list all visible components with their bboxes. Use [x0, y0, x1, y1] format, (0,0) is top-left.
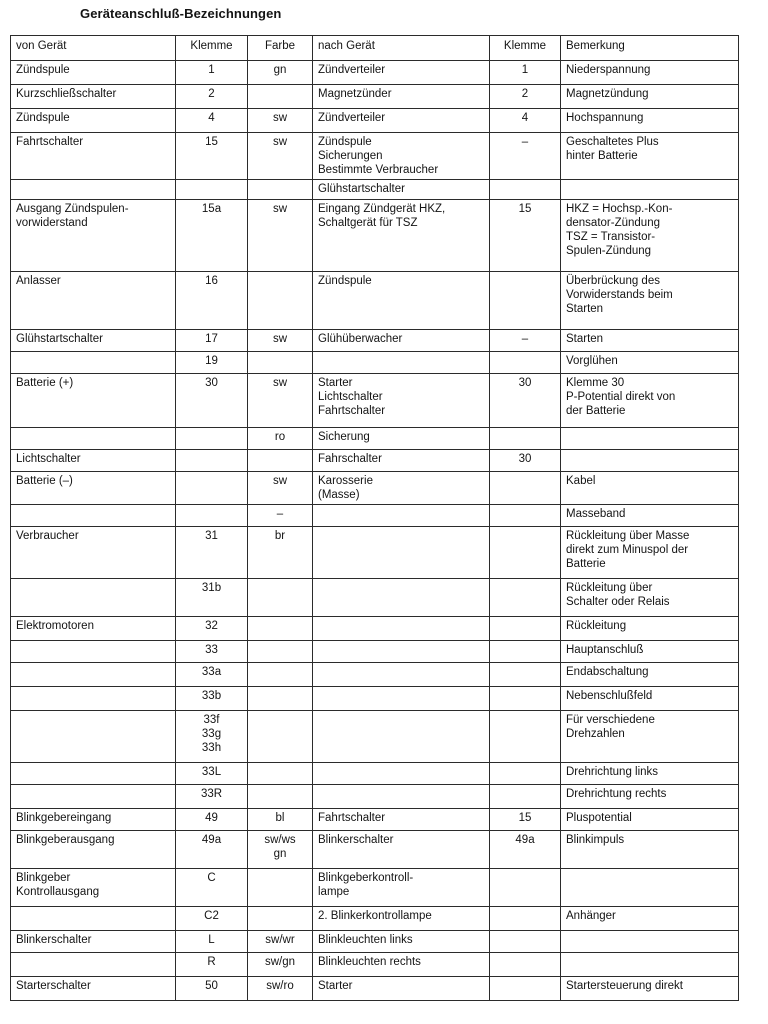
cell-terminal: 15a — [176, 200, 248, 272]
cell-terminal — [176, 472, 248, 505]
table-row — [11, 763, 739, 785]
cell-terminal-2: – — [490, 133, 561, 180]
cell-color — [248, 617, 313, 641]
table-row — [11, 663, 739, 687]
table-row — [11, 617, 739, 641]
table-row — [11, 641, 739, 663]
table-row — [11, 711, 739, 763]
cell-terminal: 2 — [176, 85, 248, 109]
cell-color — [248, 711, 313, 763]
cell-color: sw — [248, 374, 313, 428]
table-row — [11, 374, 739, 428]
header-remark: Bemerkung — [561, 36, 739, 61]
cell-from-device — [11, 785, 176, 809]
table-row — [11, 931, 739, 953]
cell-from-device — [11, 711, 176, 763]
cell-terminal-2 — [490, 785, 561, 809]
cell-terminal-2 — [490, 527, 561, 579]
cell-terminal-2 — [490, 352, 561, 374]
cell-from-device: Batterie (+) — [11, 374, 176, 428]
cell-color: bl — [248, 809, 313, 831]
table-row — [11, 352, 739, 374]
cell-from-device: Batterie (–) — [11, 472, 176, 505]
cell-to-device: Fahrschalter — [313, 450, 490, 472]
cell-terminal: 33R — [176, 785, 248, 809]
cell-remark: Endabschaltung — [561, 663, 739, 687]
cell-terminal: 31 — [176, 527, 248, 579]
cell-color — [248, 907, 313, 931]
cell-to-device: Glühstartschalter — [313, 180, 490, 200]
cell-remark: Kabel — [561, 472, 739, 505]
cell-from-device: Elektromotoren — [11, 617, 176, 641]
cell-remark: HKZ = Hochsp.-Kon- densator-Zündung TSZ = Transistor- Spulen-Zündung — [561, 200, 739, 272]
cell-terminal: 16 — [176, 272, 248, 330]
cell-terminal: 33 — [176, 641, 248, 663]
cell-from-device — [11, 180, 176, 200]
header-terminal-2: Klemme — [490, 36, 561, 61]
cell-to-device: Zündspule Sicherungen Bestimmte Verbraucher — [313, 133, 490, 180]
cell-to-device — [313, 641, 490, 663]
cell-remark: Hochspannung — [561, 109, 739, 133]
cell-remark — [561, 180, 739, 200]
cell-to-device: Blinkleuchten links — [313, 931, 490, 953]
cell-from-device: Anlasser — [11, 272, 176, 330]
cell-color: br — [248, 527, 313, 579]
table-row — [11, 977, 739, 1001]
cell-color: sw/ro — [248, 977, 313, 1001]
cell-remark: Rückleitung über Masse direkt zum Minuspol der Batterie — [561, 527, 739, 579]
table-row — [11, 907, 739, 931]
cell-terminal: 1 — [176, 61, 248, 85]
cell-from-device: Verbraucher — [11, 527, 176, 579]
cell-terminal — [176, 428, 248, 450]
cell-from-device: Glühstartschalter — [11, 330, 176, 352]
table-row — [11, 200, 739, 272]
cell-from-device: Blinkgebereingang — [11, 809, 176, 831]
table-row — [11, 579, 739, 617]
cell-terminal-2: – — [490, 330, 561, 352]
cell-to-device: Eingang Zündgerät HKZ, Schaltgerät für TSZ — [313, 200, 490, 272]
table-row — [11, 85, 739, 109]
cell-color — [248, 869, 313, 907]
cell-color — [248, 763, 313, 785]
cell-terminal-2: 30 — [490, 374, 561, 428]
cell-remark: Nebenschlußfeld — [561, 687, 739, 711]
cell-to-device: 2. Blinkerkontrollampe — [313, 907, 490, 931]
cell-to-device — [313, 785, 490, 809]
cell-terminal: 49 — [176, 809, 248, 831]
cell-to-device — [313, 352, 490, 374]
cell-terminal: R — [176, 953, 248, 977]
cell-from-device: Blinkerschalter — [11, 931, 176, 953]
cell-terminal: C — [176, 869, 248, 907]
cell-terminal: 15 — [176, 133, 248, 180]
cell-terminal — [176, 180, 248, 200]
header-from-device: von Gerät — [11, 36, 176, 61]
cell-terminal: C2 — [176, 907, 248, 931]
cell-from-device — [11, 687, 176, 711]
cell-color — [248, 579, 313, 617]
cell-terminal — [176, 505, 248, 527]
cell-remark: Rückleitung über Schalter oder Relais — [561, 579, 739, 617]
cell-terminal-2 — [490, 641, 561, 663]
cell-color — [248, 180, 313, 200]
cell-remark — [561, 450, 739, 472]
cell-color: sw/wr — [248, 931, 313, 953]
cell-from-device — [11, 428, 176, 450]
cell-to-device — [313, 687, 490, 711]
cell-remark: Anhänger — [561, 907, 739, 931]
cell-from-device — [11, 505, 176, 527]
cell-color: sw — [248, 109, 313, 133]
table-row — [11, 831, 739, 869]
cell-terminal-2 — [490, 711, 561, 763]
cell-remark: Niederspannung — [561, 61, 739, 85]
cell-remark: Blinkimpuls — [561, 831, 739, 869]
cell-terminal-2 — [490, 272, 561, 330]
cell-to-device — [313, 663, 490, 687]
cell-terminal-2: 1 — [490, 61, 561, 85]
cell-terminal-2: 15 — [490, 809, 561, 831]
table-row — [11, 61, 739, 85]
table-row — [11, 180, 739, 200]
cell-terminal: 33f 33g 33h — [176, 711, 248, 763]
cell-to-device: Starter Lichtschalter Fahrtschalter — [313, 374, 490, 428]
cell-to-device — [313, 617, 490, 641]
table-header-row — [11, 36, 739, 61]
cell-remark: Drehrichtung links — [561, 763, 739, 785]
cell-terminal-2 — [490, 687, 561, 711]
terminal-designation-table — [10, 35, 739, 1001]
cell-terminal: 31b — [176, 579, 248, 617]
cell-terminal-2 — [490, 763, 561, 785]
cell-color: – — [248, 505, 313, 527]
cell-from-device: Starterschalter — [11, 977, 176, 1001]
cell-terminal: 4 — [176, 109, 248, 133]
cell-terminal-2 — [490, 869, 561, 907]
cell-to-device: Sicherung — [313, 428, 490, 450]
cell-to-device: Magnetzünder — [313, 85, 490, 109]
cell-color: sw — [248, 472, 313, 505]
cell-from-device — [11, 953, 176, 977]
cell-remark: Klemme 30 P-Potential direkt von der Batterie — [561, 374, 739, 428]
cell-to-device: Fahrtschalter — [313, 809, 490, 831]
cell-terminal-2 — [490, 505, 561, 527]
cell-terminal: 17 — [176, 330, 248, 352]
cell-to-device: Karosserie (Masse) — [313, 472, 490, 505]
cell-from-device: Kurzschließschalter — [11, 85, 176, 109]
cell-remark — [561, 869, 739, 907]
cell-terminal-2 — [490, 977, 561, 1001]
header-to-device: nach Gerät — [313, 36, 490, 61]
cell-from-device: Zündspule — [11, 61, 176, 85]
cell-to-device: Glühüberwacher — [313, 330, 490, 352]
cell-from-device: Lichtschalter — [11, 450, 176, 472]
table-row — [11, 472, 739, 505]
cell-remark: Hauptanschluß — [561, 641, 739, 663]
table-row — [11, 428, 739, 450]
cell-from-device: Zündspule — [11, 109, 176, 133]
cell-terminal-2 — [490, 180, 561, 200]
cell-remark — [561, 931, 739, 953]
cell-to-device — [313, 579, 490, 617]
table-row — [11, 869, 739, 907]
cell-remark: Geschaltetes Plus hinter Batterie — [561, 133, 739, 180]
cell-terminal-2 — [490, 931, 561, 953]
table-row — [11, 809, 739, 831]
table-row — [11, 133, 739, 180]
cell-color — [248, 272, 313, 330]
cell-to-device: Blinkgeberkontroll- lampe — [313, 869, 490, 907]
cell-remark: Überbrückung des Vorwiderstands beim Starten — [561, 272, 739, 330]
cell-color — [248, 687, 313, 711]
cell-color: sw/ws gn — [248, 831, 313, 869]
cell-terminal-2: 4 — [490, 109, 561, 133]
cell-terminal-2: 49a — [490, 831, 561, 869]
table-row — [11, 527, 739, 579]
cell-remark: Vorglühen — [561, 352, 739, 374]
cell-terminal: 19 — [176, 352, 248, 374]
cell-remark: Drehrichtung rechts — [561, 785, 739, 809]
cell-color: sw — [248, 330, 313, 352]
cell-color — [248, 663, 313, 687]
cell-terminal — [176, 450, 248, 472]
cell-color — [248, 785, 313, 809]
cell-terminal: 30 — [176, 374, 248, 428]
cell-terminal-2 — [490, 907, 561, 931]
cell-to-device: Zündverteiler — [313, 109, 490, 133]
cell-color: sw/gn — [248, 953, 313, 977]
cell-color — [248, 85, 313, 109]
cell-from-device: Ausgang Zündspulen- vorwiderstand — [11, 200, 176, 272]
cell-terminal-2: 15 — [490, 200, 561, 272]
cell-remark: Rückleitung — [561, 617, 739, 641]
cell-terminal: 49a — [176, 831, 248, 869]
cell-color: sw — [248, 133, 313, 180]
cell-remark: Startersteuerung direkt — [561, 977, 739, 1001]
cell-to-device: Starter — [313, 977, 490, 1001]
table-row — [11, 450, 739, 472]
cell-terminal-2: 30 — [490, 450, 561, 472]
cell-from-device — [11, 641, 176, 663]
cell-terminal-2: 2 — [490, 85, 561, 109]
cell-terminal: 33a — [176, 663, 248, 687]
cell-terminal-2 — [490, 579, 561, 617]
cell-terminal: 33L — [176, 763, 248, 785]
cell-from-device — [11, 579, 176, 617]
cell-remark: Magnetzündung — [561, 85, 739, 109]
cell-from-device — [11, 663, 176, 687]
cell-remark — [561, 953, 739, 977]
cell-to-device: Zündverteiler — [313, 61, 490, 85]
page-title: Geräteanschluß-Bezeichnungen — [80, 6, 282, 21]
cell-remark: Starten — [561, 330, 739, 352]
cell-to-device — [313, 505, 490, 527]
cell-color — [248, 450, 313, 472]
table-row — [11, 272, 739, 330]
header-terminal: Klemme — [176, 36, 248, 61]
table-row — [11, 505, 739, 527]
cell-terminal-2 — [490, 663, 561, 687]
cell-to-device: Blinkleuchten rechts — [313, 953, 490, 977]
cell-to-device — [313, 763, 490, 785]
cell-from-device — [11, 352, 176, 374]
cell-color: sw — [248, 200, 313, 272]
cell-from-device: Blinkgeber Kontrollausgang — [11, 869, 176, 907]
table-row — [11, 330, 739, 352]
header-color: Farbe — [248, 36, 313, 61]
cell-to-device — [313, 711, 490, 763]
cell-to-device: Blinkerschalter — [313, 831, 490, 869]
cell-remark — [561, 428, 739, 450]
cell-color — [248, 352, 313, 374]
cell-terminal-2 — [490, 428, 561, 450]
cell-to-device: Zündspule — [313, 272, 490, 330]
cell-from-device: Fahrtschalter — [11, 133, 176, 180]
cell-terminal-2 — [490, 617, 561, 641]
cell-terminal: L — [176, 931, 248, 953]
cell-color: ro — [248, 428, 313, 450]
cell-from-device — [11, 907, 176, 931]
cell-remark: Pluspotential — [561, 809, 739, 831]
cell-to-device — [313, 527, 490, 579]
table-row — [11, 785, 739, 809]
cell-remark: Masseband — [561, 505, 739, 527]
cell-terminal-2 — [490, 472, 561, 505]
cell-terminal: 33b — [176, 687, 248, 711]
cell-terminal-2 — [490, 953, 561, 977]
cell-from-device: Blinkgeberausgang — [11, 831, 176, 869]
cell-color — [248, 641, 313, 663]
table-row — [11, 109, 739, 133]
cell-color: gn — [248, 61, 313, 85]
cell-terminal: 50 — [176, 977, 248, 1001]
cell-from-device — [11, 763, 176, 785]
table-row — [11, 953, 739, 977]
table-row — [11, 687, 739, 711]
cell-remark: Für verschiedene Drehzahlen — [561, 711, 739, 763]
cell-terminal: 32 — [176, 617, 248, 641]
